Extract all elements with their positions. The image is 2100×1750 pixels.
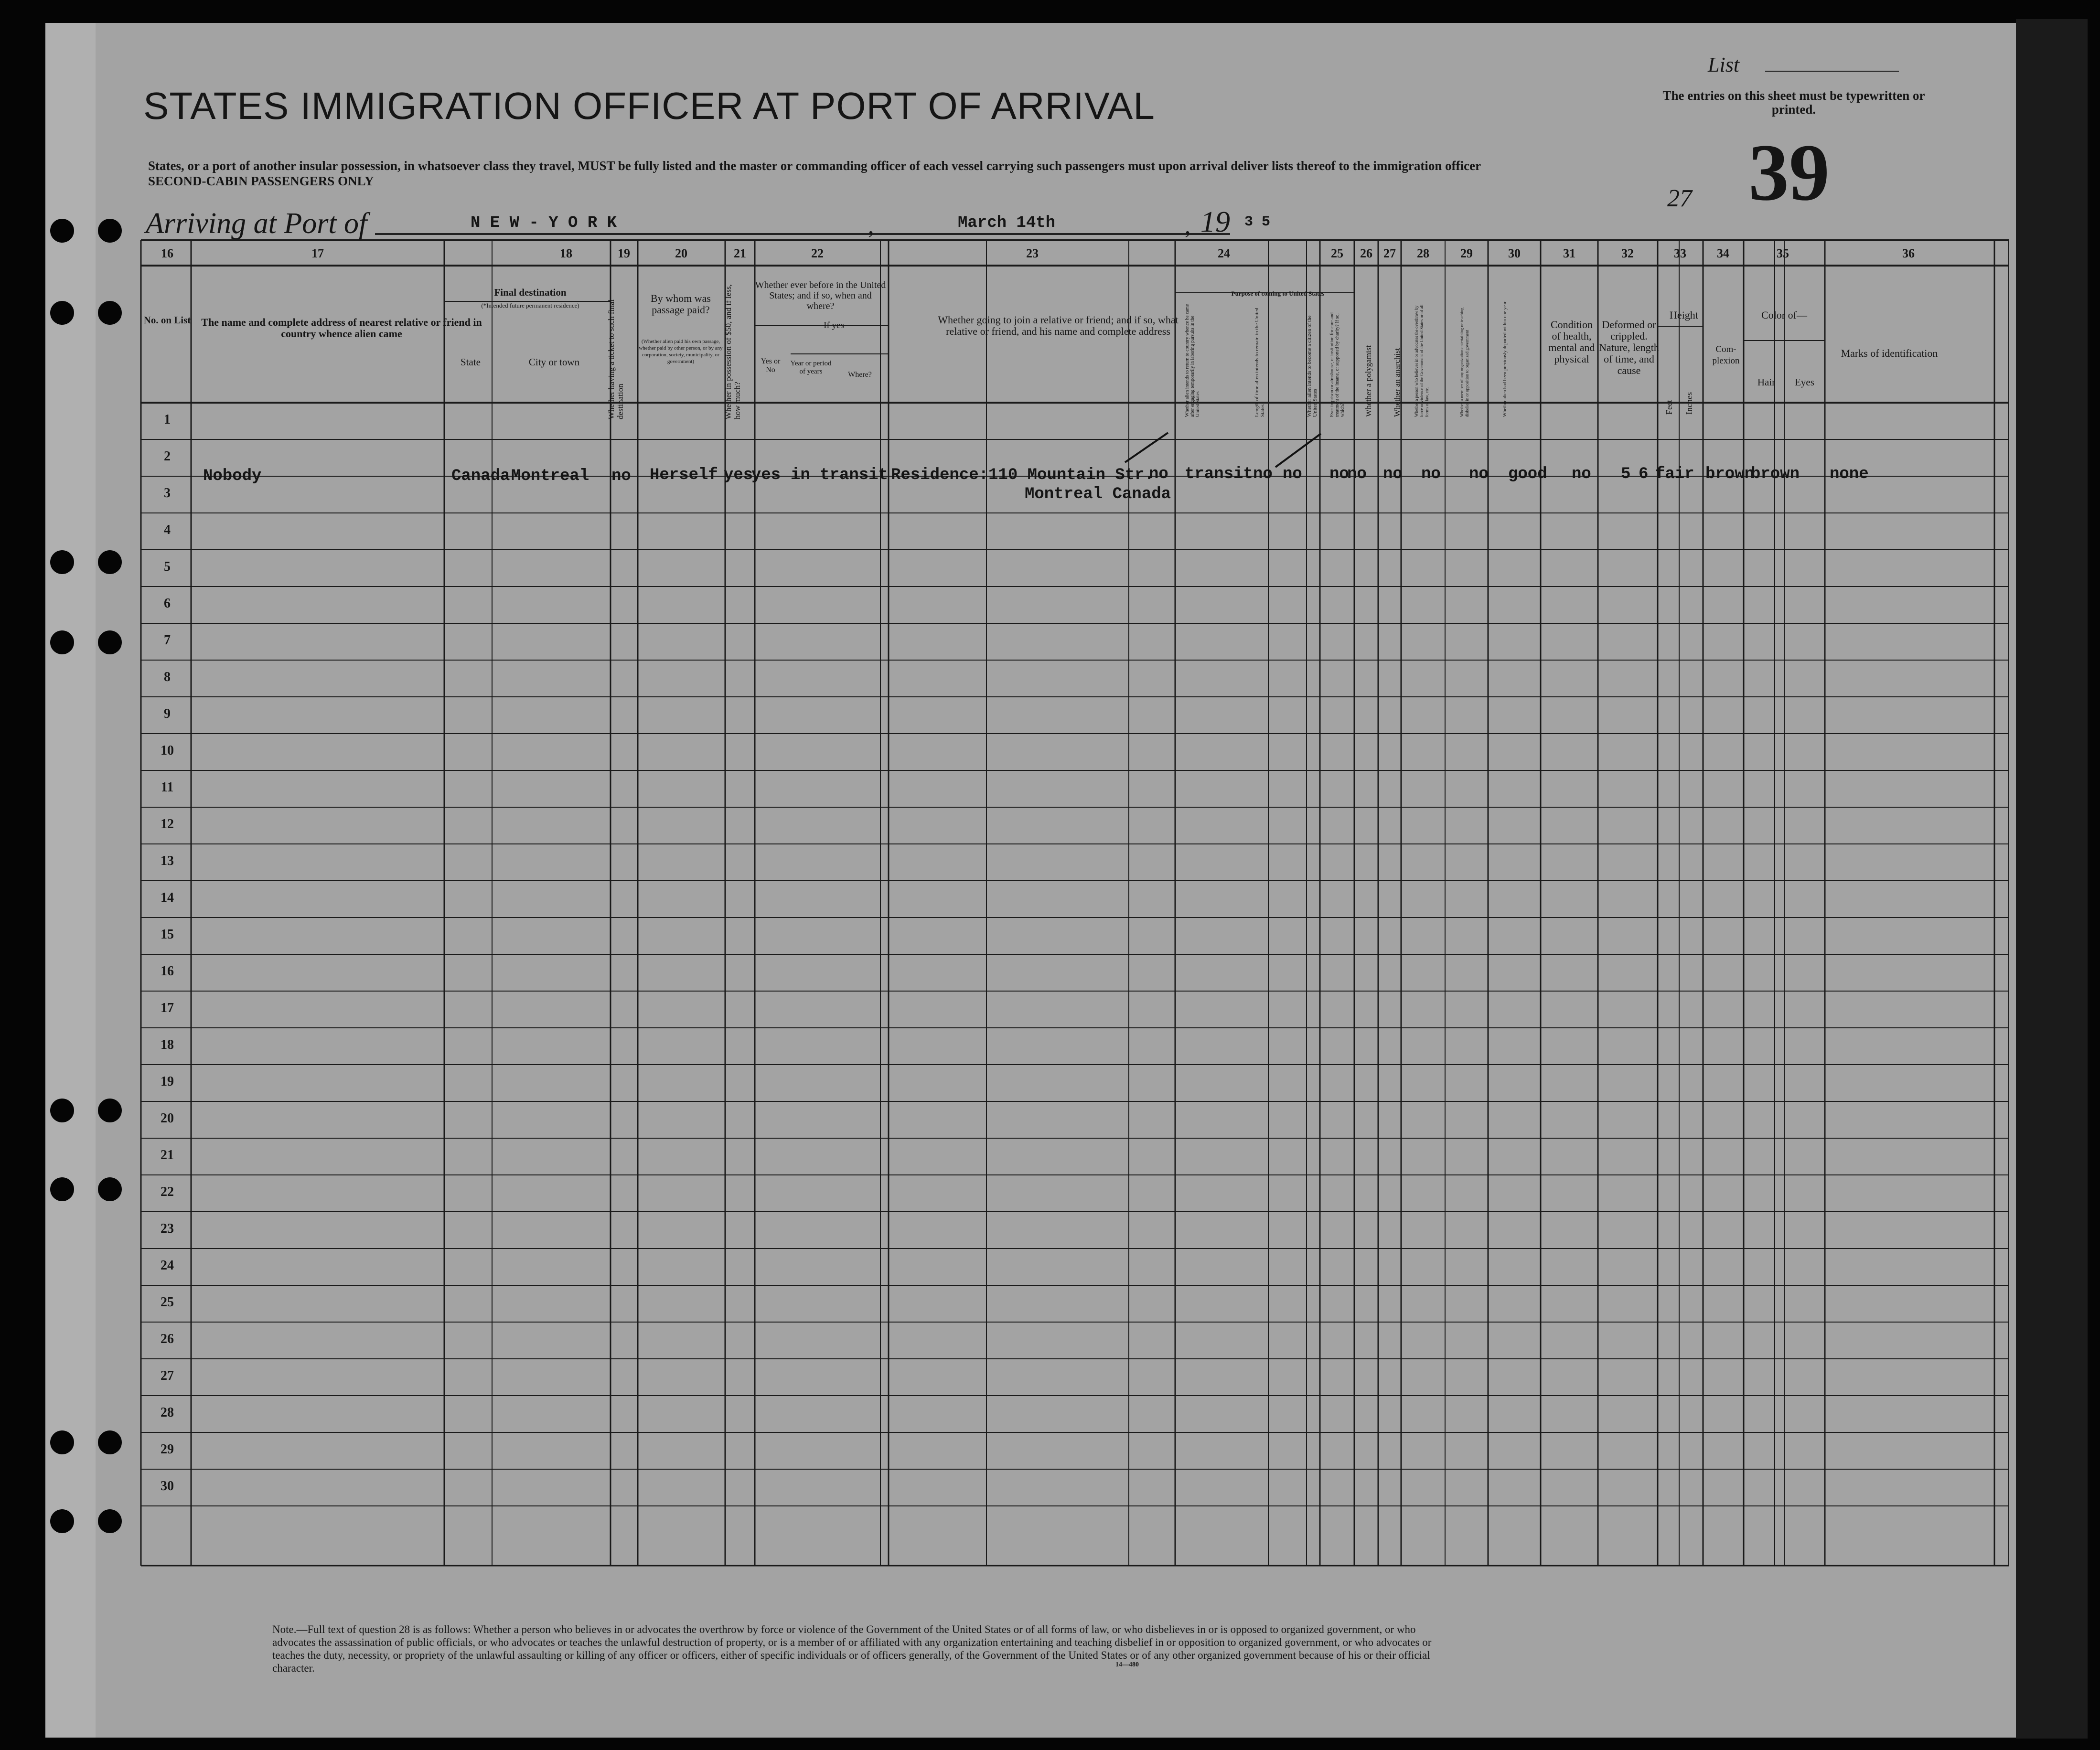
entry-purpose-c: no: [1253, 465, 1273, 483]
binder-hole: [98, 550, 122, 574]
header-condition: Condition of health, mental and physical: [1548, 319, 1595, 365]
row-number: 22: [161, 1184, 174, 1199]
year-suffix: 3 5: [1244, 214, 1271, 230]
header-final-destination: Final destination: [494, 287, 567, 298]
row-number: 10: [161, 743, 174, 758]
header-no-on-list: No. on List: [143, 314, 191, 326]
header-ticket: Whether having a ticket to such final destination: [607, 299, 625, 419]
header-final-destination-note: (*Intended future permanent residence): [481, 302, 579, 309]
header-state: State: [461, 356, 481, 368]
column-number: 33: [1674, 246, 1686, 260]
row-number: 19: [161, 1074, 174, 1089]
header-city: City or town: [528, 356, 580, 368]
entry-state: Canada: [451, 467, 510, 485]
entry-complexion: fair: [1655, 465, 1694, 483]
column-number: 17: [311, 246, 324, 260]
row-number: 5: [164, 559, 171, 574]
column-number: 36: [1902, 246, 1915, 260]
row-number: 17: [161, 1001, 174, 1015]
column-number: 22: [811, 246, 824, 260]
row-number: 4: [164, 523, 171, 537]
column-number: 19: [618, 246, 630, 260]
comma-2: ,: [1185, 212, 1191, 239]
row-number: 2: [164, 449, 171, 464]
header-year-period: Year or period of years: [790, 360, 832, 375]
binder-hole: [50, 301, 74, 325]
column-number: 21: [734, 246, 746, 260]
row-number: 1: [164, 412, 171, 427]
manifest-sheet: [45, 23, 2016, 1738]
row-number: 16: [161, 964, 174, 979]
entry-city: Montreal: [511, 467, 589, 485]
row-number: 15: [161, 927, 174, 942]
header-color-of: Color of—: [1761, 309, 1807, 321]
binder-hole: [50, 630, 74, 654]
row-number: 12: [161, 817, 174, 832]
header-deformed: Deformed or crippled. Nature, length of time, and cause: [1599, 319, 1659, 376]
row-number: 13: [161, 854, 174, 868]
entry-feet: 5: [1621, 465, 1631, 483]
form-number: 14—480: [1115, 1661, 1139, 1668]
header-purpose-c: Whether alien intends to become a citizen of the United States: [1307, 315, 1318, 417]
row-number: 21: [161, 1148, 174, 1163]
footnote: Note.—Full text of question 28 is as follows: Whether a person who believes in or advocates the overthrow by force or violence of the Government of the United States or of all forms of law, or who disbelieves in or is opposed to organized government, or who advocates the assassination of public officials, or who advocates or teaches the unlawful destruction of property, or is a member of or affiliated with any organization entertaining and teaching disbelief in or opposition to organized government, or who advocates or teaches the duty, necessity, or propriety of the unlawful assaulting or killing of any officer or officers, either of specific individuals or of officers generally, of the Government of the United States or of any other organized government because of his or their official character.: [272, 1623, 1432, 1674]
check-marks: [1115, 419, 1354, 477]
entry-join-relative-2: Montreal Canada: [1025, 485, 1171, 503]
header-passage: By whom was passage paid?: [651, 292, 711, 316]
header-purpose: Purpose of coming to United States: [1231, 290, 1325, 297]
entry-ever-before: yes: [751, 466, 781, 484]
row-number: 23: [161, 1221, 174, 1236]
header-nearest-relative: The name and complete address of nearest relative or friend in country whence alien came: [201, 316, 482, 340]
column-number: 23: [1026, 246, 1039, 260]
header-q29: Whether a member of any organization entertaining or teaching disbelief in or opposition to organized government: [1459, 308, 1469, 417]
form-grid: [45, 23, 2016, 1738]
entry-anarchist: no: [1347, 465, 1367, 483]
row-number: 24: [161, 1258, 174, 1273]
entry-hair: brown: [1705, 465, 1755, 483]
entry-purpose-b: transit: [1185, 465, 1253, 483]
binder-hole: [98, 1509, 122, 1533]
row-number: 14: [161, 890, 174, 905]
header-height: Height: [1670, 309, 1698, 321]
class-line: SECOND-CABIN PASSENGERS ONLY: [148, 174, 374, 188]
column-number: 26: [1360, 246, 1372, 260]
arriving-label: Arriving at Port of: [146, 207, 367, 240]
row-number: 30: [161, 1479, 174, 1494]
header-q28: Whether a person who believes in or advocates the overthrow by force or violence of the Government of the United States or of all forms of law, etc.: [1414, 304, 1429, 417]
column-number: 35: [1777, 246, 1789, 260]
header-passage-note: (Whether alien paid his own passage, whether paid by other person, or by any corporation, society, municipality, or government): [639, 339, 723, 364]
row-number: 20: [161, 1111, 174, 1126]
row-number: 9: [164, 706, 171, 721]
column-number: 27: [1383, 246, 1396, 260]
entry-where: in transit: [791, 466, 889, 484]
header-purpose-b: Length of time alien intends to remain in the United States: [1254, 308, 1265, 417]
entry-join-relative: Residence:110 Mountain Str.: [891, 466, 1154, 484]
binder-hole: [50, 1099, 74, 1122]
header-prison: Ever in prison or almshouse, or institution for care and treatment of the insane, or supported by charity? If so, which?: [1329, 312, 1345, 417]
entry-polygamist: no: [1329, 465, 1349, 483]
binder-hole: [98, 1099, 122, 1122]
entry-relative: Nobody: [203, 467, 262, 485]
entry-q30: no: [1469, 465, 1489, 483]
column-number: 24: [1218, 246, 1230, 260]
entry-inches: 6: [1639, 465, 1649, 483]
header-q30: Whether alien had been previously deported within one year: [1502, 301, 1508, 417]
entry-q28: no: [1383, 465, 1403, 483]
binder-hole: [50, 1430, 74, 1454]
film-edge: [2016, 19, 2088, 1739]
header-hair: Hair: [1757, 376, 1776, 388]
header-inches: Inches: [1684, 392, 1694, 415]
row-number: 18: [161, 1037, 174, 1052]
entry-deformed: no: [1572, 465, 1591, 483]
header-if-yes: If yes—: [824, 320, 853, 331]
column-number: 30: [1508, 246, 1521, 260]
page-title: STATES IMMIGRATION OFFICER AT PORT OF ARRIVAL: [143, 85, 1155, 127]
header-feet: Feet: [1664, 400, 1674, 415]
binder-hole: [98, 630, 122, 654]
row-number: 3: [164, 486, 171, 501]
header-join-relative: Whether going to join a relative or friend; and if so, what relative or friend, and his name and complete address: [938, 314, 1179, 337]
column-number: 28: [1417, 246, 1429, 260]
year-prefix: 19: [1200, 206, 1230, 238]
entry-eyes: brown: [1751, 465, 1800, 483]
binder-hole: [98, 1177, 122, 1201]
subtitle-line: States, or a port of another insular possession, in whatsoever class they travel, MUST be fully listed and the master or commanding officer of each vessel carrying such passengers must upon arrival deliver lists thereof to the immigration officer: [148, 159, 1481, 173]
binder-hole: [50, 1509, 74, 1533]
entry-purpose-a: no: [1149, 465, 1168, 483]
date-value: March 14th: [958, 214, 1056, 232]
header-polygamist: Whether a polygamist: [1364, 345, 1373, 417]
row-number: 26: [161, 1332, 174, 1346]
sheet-number: 39: [1748, 128, 1830, 217]
binder-hole: [50, 219, 74, 243]
header-marks: Marks of identification: [1841, 347, 1938, 359]
row-number: 25: [161, 1295, 174, 1310]
column-number: 25: [1331, 246, 1343, 260]
header-yes-no: Yes or No: [761, 357, 781, 374]
binder-hole: [98, 301, 122, 325]
row-number: 8: [164, 670, 171, 684]
page-mark: 27: [1667, 185, 1692, 212]
entry-q29: no: [1421, 465, 1441, 483]
entry-ticket: no: [611, 467, 631, 485]
header-purpose-a: Whether alien intends to return to country whence he came after engaging temporarily in laboring pursuits in the United States: [1185, 304, 1200, 417]
row-number: 27: [161, 1368, 174, 1383]
entry-prison: no: [1283, 465, 1302, 483]
header-anarchist: Whether an anarchist: [1393, 348, 1402, 417]
column-number: 20: [675, 246, 687, 260]
binder-hole: [50, 550, 74, 574]
column-number: 16: [161, 246, 173, 260]
typewritten-note: The entries on this sheet must be typewritten or printed.: [1662, 88, 1925, 117]
entry-condition: good: [1508, 465, 1547, 483]
header-ever-before: Whether ever before in the United States; and if so, when and where?: [755, 280, 886, 311]
header-complexion: Com-plexion: [1712, 344, 1740, 366]
row-number: 11: [161, 780, 174, 795]
comma-1: ,: [868, 212, 874, 239]
column-number: 31: [1563, 246, 1575, 260]
binder-hole: [50, 1177, 74, 1201]
column-number: 34: [1717, 246, 1729, 260]
entry-passage: Herself: [650, 466, 718, 484]
column-number: 18: [560, 246, 572, 260]
header-possession: Whether in possession of $50, and if less, how much?: [724, 284, 742, 419]
port-value: N E W - Y O R K: [471, 214, 617, 232]
column-number: 29: [1460, 246, 1473, 260]
entry-marks: none: [1830, 465, 1869, 483]
binder-hole: [98, 219, 122, 243]
header-where: Where?: [848, 371, 872, 379]
column-number: 32: [1621, 246, 1634, 260]
row-number: 28: [161, 1405, 174, 1420]
row-number: 29: [161, 1442, 174, 1457]
row-number: 7: [164, 633, 171, 648]
row-number: 6: [164, 596, 171, 611]
list-label: List: [1708, 53, 1740, 76]
binder-hole: [98, 1430, 122, 1454]
header-eyes: Eyes: [1795, 376, 1814, 388]
entry-possession: yes: [724, 466, 753, 484]
